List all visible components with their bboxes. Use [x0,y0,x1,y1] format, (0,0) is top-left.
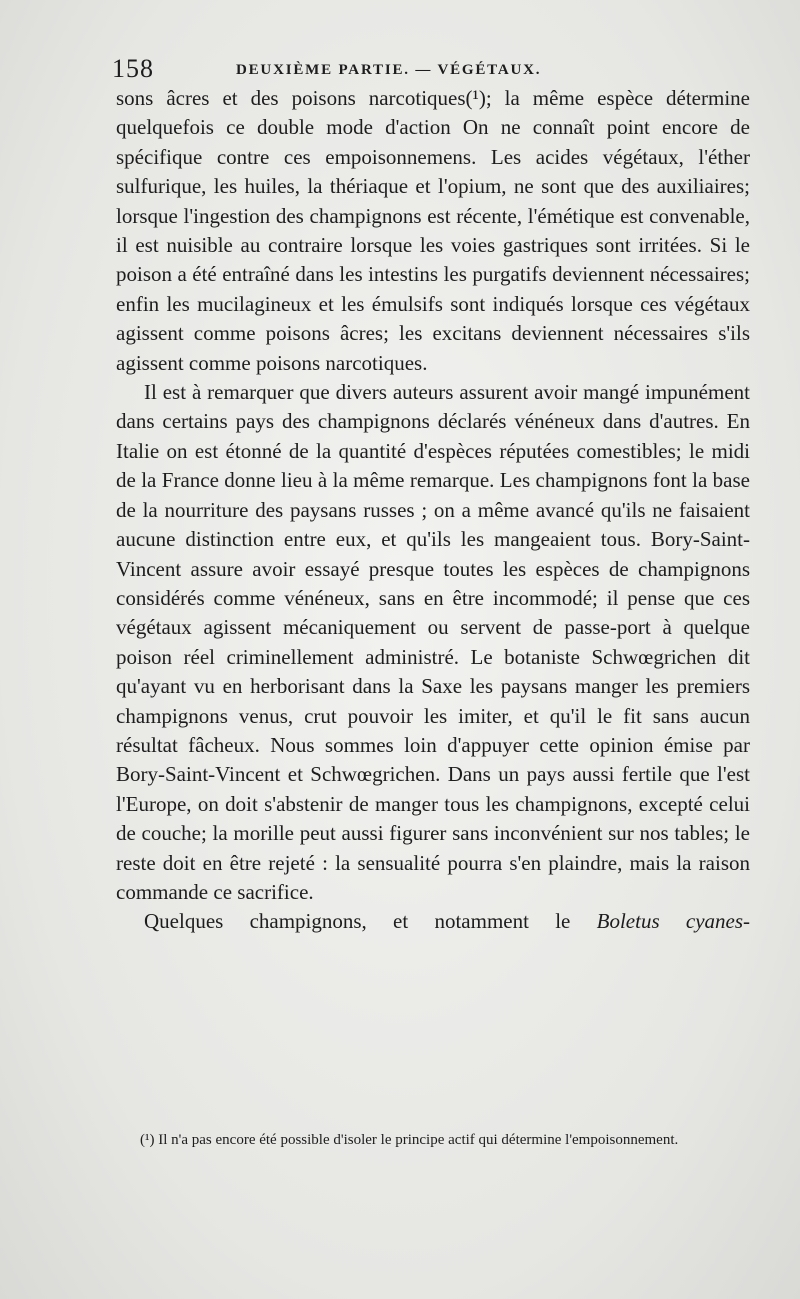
running-head: DEUXIÈME PARTIE. — VÉGÉTAUX. [236,62,542,78]
paragraph-last-text: Quelques champignons, et notamment le [144,909,597,934]
paragraph-last [116,907,750,936]
footnotes [116,1128,750,1152]
paragraph-continued: sons âcres et des poisons narcotiques(¹); la même espèce détermine quelquefois ce double mode d'action On ne connaît point encore de spécifique contre ces empoisonnemens. Les acides végétaux, l'éther sulfurique, les huiles, la thériaque et l'opium, ne sont que des auxiliaires; lorsque l'ingestion des champignons est récente, l'émétique est convenable, il est nuisible au contraire lorsque les voies gastriques sont irritées. Si le poison a été entraîné dans les intestins les purgatifs deviennent nécessaires; enfin les mucilagineux et les émulsifs sont indiqués lorsque ces végétaux agissent comme poisons âcres; les excitans deviennent nécessaires s'ils agissent comme poisons narcotiques. [116,86,750,375]
main-text [116,84,750,937]
species-name: Boletus cyanes- [596,909,750,934]
page-number: 158 [112,54,154,83]
paragraph-mushrooms: Il est à remarquer que divers auteurs assurent avoir mangé impunément dans certains pays des champignons déclarés vénéneux dans d'autres. En Italie on est étonné de la quantité d'espèces réputées comestibles; le midi de la France donne lieu à la même remarque. Les champignons font la base de la nourriture des paysans russes ; on a même avancé qu'ils ne faisaient aucune distinction entre eux, et qu'ils les mangeaient tous. Bory-Saint-Vincent assure avoir essayé presque toutes les espèces de champignons considérés comme vénéneux, sans en être incommodé; il pense que ces végétaux agissent mécaniquement ou servent de passe-port à quelque poison réel criminellement administré. Le botaniste Schwœgrichen dit qu'ayant vu en herborisant dans la Saxe les paysans manger les premiers champignons venus, crut pouvoir les imiter, et qu'il le fit sans aucun résultat fâcheux. Nous sommes loin d'appuyer cette opinion émise par Bory-Saint-Vincent et Schwœgrichen. Dans un pays aussi fertile que l'est l'Europe, on doit s'abstenir de manger tous les champignons, excepté celui de couche; la morille peut aussi figurer sans inconvénient sur nos tables; le reste doit en être rejeté : la sensualité pourra s'en plaindre, mais la raison commande ce sacrifice. [116,380,750,904]
footnote-1: (¹) Il n'a pas encore été possible d'isoler le principe actif qui détermine l'empoisonnement. [140,1132,679,1148]
